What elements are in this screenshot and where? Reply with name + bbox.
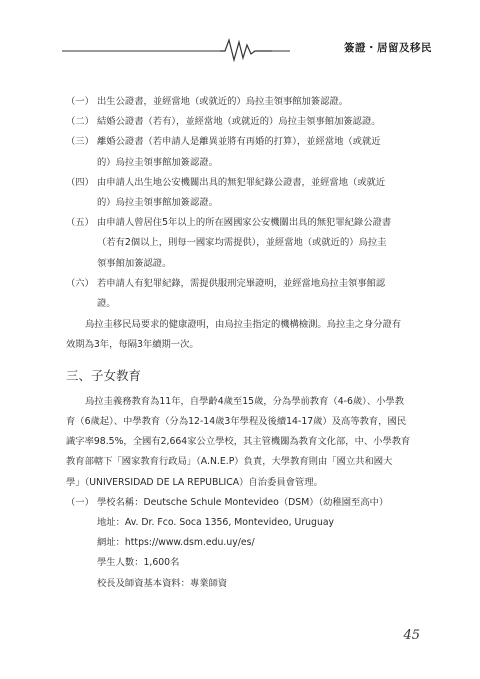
header-title: 簽證・居留及移民 (344, 42, 432, 54)
list-item-text: 由申請人出生地公安機關出具的無犯罪紀錄公證書，並經當地（或就近 (97, 176, 386, 188)
school-staff: 校長及師資基本資料：專業師資 (97, 577, 228, 589)
list-item-number: （二） (66, 116, 94, 128)
list-item (66, 132, 424, 152)
list-item-number: （四） (66, 176, 94, 188)
page-content (66, 92, 424, 594)
school-info (66, 493, 424, 594)
page-number: 45 (403, 628, 420, 643)
health-paragraph (66, 315, 424, 355)
section-title: 三、子女教育 (66, 367, 142, 383)
list-item (66, 274, 424, 294)
list-item-continuation: 領事館加簽認證。 (97, 257, 172, 269)
education-paragraph-line: 識字率98.5%，全國有2,664家公立學校，其主管機關為教育文化部，中、小學教育 (66, 436, 411, 448)
education-paragraph (66, 392, 424, 493)
education-paragraph-line: 教育部轄下「國家教育行政局」（A.N.E.P）負責，大學教育則由「國立共和國大 (66, 456, 393, 468)
list-item (66, 213, 424, 233)
school-name-row (66, 493, 424, 513)
list-item (66, 112, 424, 132)
list-item-number: （一） (66, 96, 94, 107)
list-item-number: （三） (66, 136, 94, 148)
health-paragraph-line: 烏拉圭移民局要求的健康證明，由烏拉圭指定的機構檢測。烏拉圭之身分證有 (85, 319, 402, 331)
list-item-text: 出生公證書，並經當地（或就近的）烏拉圭領事館加簽認證。 (97, 96, 349, 107)
school-address: 地址：Av. Dr. Fco. Soca 1356, Montevideo, Uruguay (97, 517, 335, 529)
school-url: 網址：https://www.dsm.edu.uy/es/ (97, 537, 255, 549)
list-item-text: 結婚公證書（若有），並經當地（或就近的）烏拉圭領事館加簽認證。 (97, 116, 381, 128)
page-header (62, 36, 432, 62)
list-item (66, 92, 424, 112)
school-students: 學生人數：1,600名 (97, 557, 180, 569)
education-paragraph-line: 學」（UNIVERSIDAD DE LA REPUBLICA）自治委員會管理。 (66, 476, 323, 488)
list-item-text: 由申請人曾居住5年以上的所在國國家公安機關出具的無犯罪紀錄公證書 (97, 217, 392, 229)
list-item-continuation: 證。 (97, 298, 116, 310)
list-item-continuation: 的）烏拉圭領事館加簽認證。 (97, 197, 218, 209)
education-paragraph-line: 烏拉圭義務教育為11年，自學齡4歲至15歲，分為學前教育（4-6歲）、小學教 (85, 395, 405, 407)
list-item (66, 173, 424, 193)
list-item-continuation: 的）烏拉圭領事館加簽認證。 (97, 156, 218, 168)
list-item-text: 離婚公證書（若申請人是離異並將有再婚的打算），並經當地（或就近 (97, 136, 381, 148)
list-item-number: （一） (66, 496, 94, 508)
education-paragraph-line: 育（6歲起）、中學教育（分為12-14歲3年學程及後續14-17歲）及高等教育，國民 (66, 416, 407, 428)
required-documents-list (66, 92, 424, 314)
list-item-continuation: （若有2個以上，則每一國家均需提供），並經當地（或就近的）烏拉圭 (97, 237, 387, 249)
health-paragraph-line: 效期為3年，每隔3年續期一次。 (66, 339, 199, 351)
list-item-number: （五） (66, 217, 94, 229)
list-item-text: 若申請人有犯罪紀錄，需提供服刑完畢證明，並經當地烏拉圭領事館認 (97, 277, 386, 289)
school-name: 學校名稱：Deutsche Schule Montevideo（DSM）（幼稚園至高中） (97, 496, 389, 508)
list-item-number: （六） (66, 277, 94, 289)
